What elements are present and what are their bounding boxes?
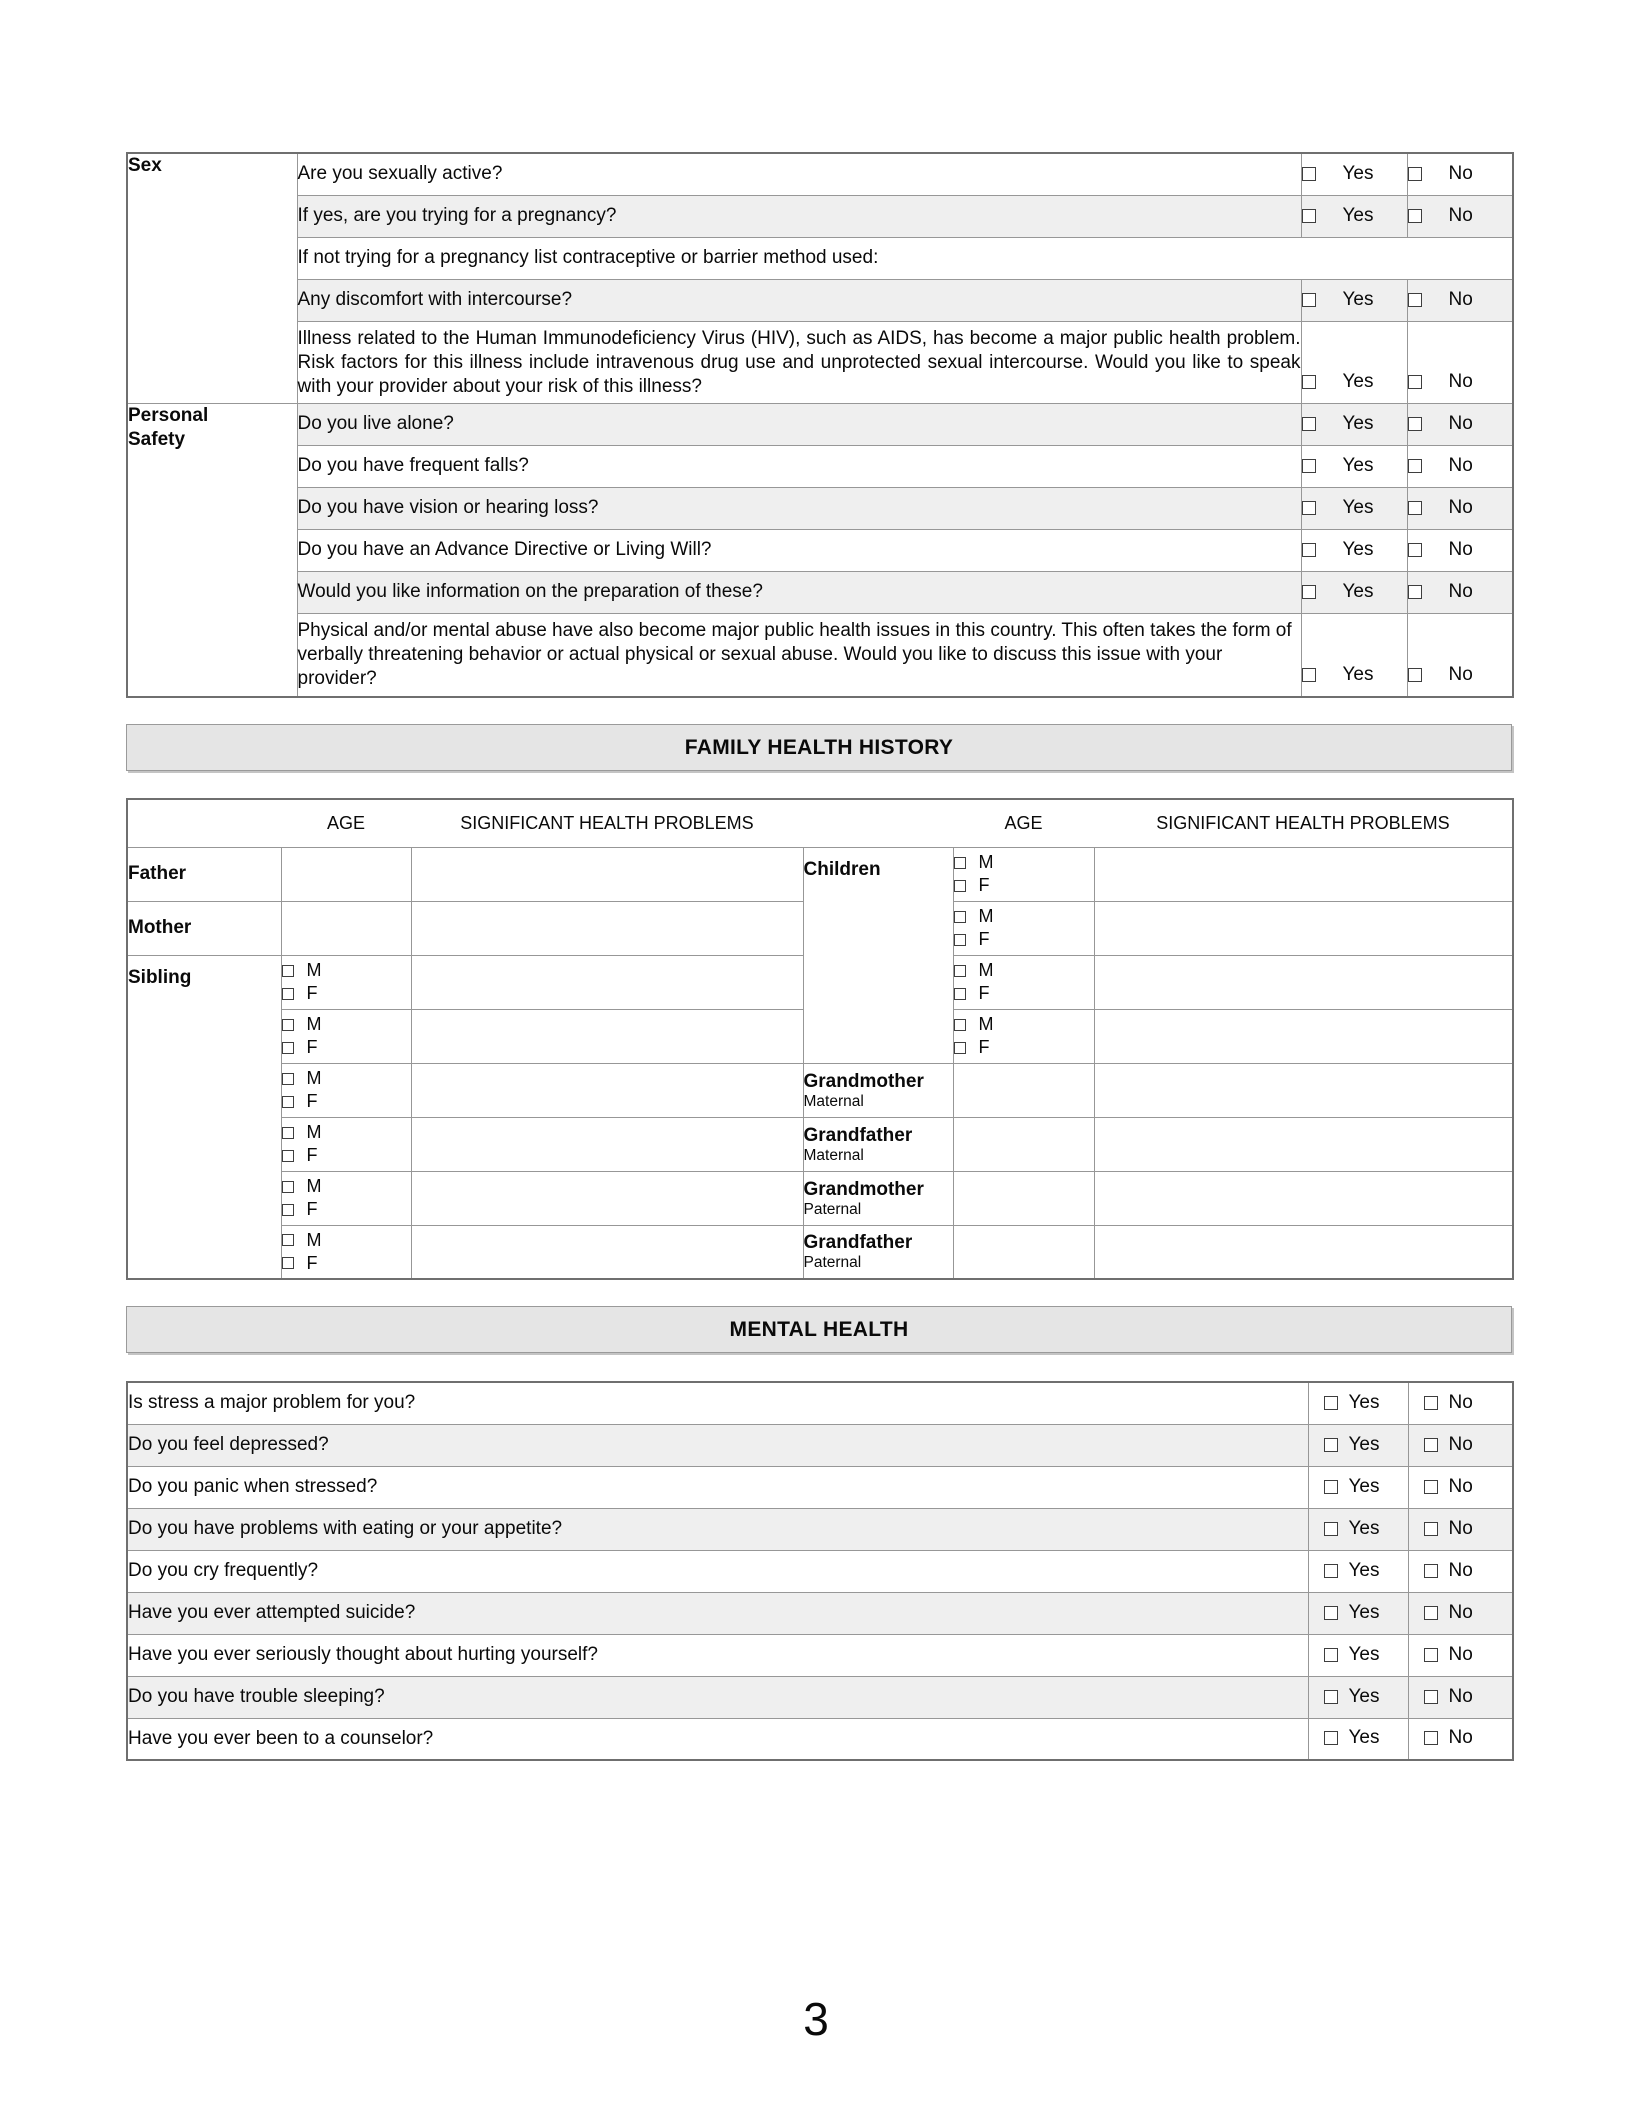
male-option bbox=[282, 1067, 411, 1090]
yes-label: Yes bbox=[1348, 1685, 1380, 1707]
female-option bbox=[282, 1144, 411, 1167]
problems-fill-in-cell[interactable] bbox=[411, 1171, 803, 1225]
section-label-text: Sex bbox=[128, 155, 162, 176]
problems-fill-in-cell[interactable] bbox=[411, 847, 803, 901]
yes-cell bbox=[1308, 1592, 1408, 1634]
yes-checkbox[interactable] bbox=[1324, 1690, 1338, 1704]
female-label: F bbox=[978, 875, 990, 895]
female-label: F bbox=[306, 1037, 318, 1057]
no-checkbox[interactable] bbox=[1408, 417, 1422, 431]
yes-cell bbox=[1301, 279, 1407, 321]
relative-name: Grandfather bbox=[803, 1232, 913, 1254]
no-cell bbox=[1407, 195, 1513, 237]
female-option bbox=[954, 982, 1094, 1005]
yes-label: Yes bbox=[1342, 412, 1374, 434]
relative-lineage: Paternal bbox=[803, 1254, 862, 1272]
female-option bbox=[954, 874, 1094, 897]
problems-fill-in-cell[interactable] bbox=[1094, 1117, 1513, 1171]
yes-cell bbox=[1301, 571, 1407, 613]
yes-label: Yes bbox=[1342, 496, 1374, 518]
female-checkbox[interactable] bbox=[282, 1257, 294, 1269]
section-title: MENTAL HEALTH bbox=[729, 1317, 909, 1341]
no-label: No bbox=[1448, 664, 1473, 685]
problems-header: SIGNIFICANT HEALTH PROBLEMS bbox=[1094, 799, 1513, 847]
male-checkbox[interactable] bbox=[954, 911, 966, 923]
relative-label-grandfather-maternal bbox=[803, 1117, 953, 1171]
male-label: M bbox=[306, 1176, 322, 1196]
no-cell bbox=[1408, 1634, 1513, 1676]
male-checkbox[interactable] bbox=[282, 1234, 294, 1246]
problems-fill-in-cell[interactable] bbox=[411, 955, 803, 1009]
yes-checkbox[interactable] bbox=[1302, 585, 1316, 599]
yes-label: Yes bbox=[1342, 454, 1374, 476]
table-row bbox=[127, 487, 1513, 529]
male-option bbox=[954, 905, 1094, 928]
table-row bbox=[127, 403, 1513, 445]
relative-label-grandmother-maternal bbox=[803, 1063, 953, 1117]
sibling-sex-cell bbox=[281, 1171, 411, 1225]
table-row bbox=[127, 1171, 1513, 1225]
question-text: Do you have trouble sleeping? bbox=[127, 1676, 1308, 1718]
no-checkbox[interactable] bbox=[1408, 375, 1422, 389]
table-row bbox=[127, 1382, 1513, 1424]
question-text-fill-in[interactable]: If not trying for a pregnancy list contraceptive or barrier method used: bbox=[297, 237, 1513, 279]
female-checkbox[interactable] bbox=[954, 988, 966, 1000]
yes-label: Yes bbox=[1342, 370, 1374, 392]
no-label: No bbox=[1448, 370, 1473, 392]
sibling-sex-cell bbox=[281, 1225, 411, 1279]
family-health-history-table bbox=[126, 798, 1514, 1280]
form-content bbox=[126, 152, 1512, 1761]
relative-name: Grandmother bbox=[803, 1178, 924, 1200]
table-row bbox=[127, 321, 1513, 403]
no-label: No bbox=[1448, 538, 1473, 560]
male-label: M bbox=[306, 1014, 322, 1034]
age-fill-in-cell[interactable] bbox=[953, 1117, 1094, 1171]
section-label-text: Personal Safety bbox=[128, 404, 209, 450]
yes-checkbox[interactable] bbox=[1324, 1731, 1338, 1745]
yes-label: Yes bbox=[1342, 538, 1374, 560]
no-label: No bbox=[1448, 1559, 1473, 1581]
question-text: Do you live alone? bbox=[297, 403, 1301, 445]
no-label: No bbox=[1448, 1601, 1473, 1623]
question-text: Any discomfort with intercourse? bbox=[297, 279, 1301, 321]
yes-checkbox[interactable] bbox=[1324, 1606, 1338, 1620]
no-label: No bbox=[1448, 496, 1473, 518]
no-cell bbox=[1407, 529, 1513, 571]
age-fill-in-cell[interactable] bbox=[281, 901, 411, 955]
no-cell bbox=[1408, 1718, 1513, 1760]
male-label: M bbox=[306, 1068, 322, 1088]
no-cell bbox=[1407, 153, 1513, 195]
age-header: AGE bbox=[281, 799, 411, 847]
no-checkbox[interactable] bbox=[1408, 668, 1422, 682]
male-checkbox[interactable] bbox=[282, 1073, 294, 1085]
problems-fill-in-cell[interactable] bbox=[411, 1117, 803, 1171]
problems-fill-in-cell[interactable] bbox=[1094, 1009, 1513, 1063]
male-option bbox=[282, 1121, 411, 1144]
header-spacer bbox=[803, 799, 953, 847]
relative-label-mother: Mother bbox=[127, 901, 281, 955]
question-text: Have you ever seriously thought about hurting yourself? bbox=[127, 1634, 1308, 1676]
male-checkbox[interactable] bbox=[954, 857, 966, 869]
no-checkbox[interactable] bbox=[1424, 1731, 1438, 1745]
no-checkbox[interactable] bbox=[1408, 543, 1422, 557]
no-label: No bbox=[1448, 1391, 1473, 1413]
problems-fill-in-cell[interactable] bbox=[1094, 955, 1513, 1009]
male-checkbox[interactable] bbox=[954, 1019, 966, 1031]
no-cell bbox=[1407, 279, 1513, 321]
yes-cell bbox=[1308, 1466, 1408, 1508]
sex-personal-safety-table bbox=[126, 152, 1514, 698]
question-text: Have you ever attempted suicide? bbox=[127, 1592, 1308, 1634]
yes-checkbox[interactable] bbox=[1302, 543, 1316, 557]
yes-label: Yes bbox=[1342, 204, 1374, 226]
no-cell bbox=[1407, 403, 1513, 445]
table-row bbox=[127, 1225, 1513, 1279]
table-header-row bbox=[127, 799, 1513, 847]
relative-name: Grandmother bbox=[803, 1070, 924, 1092]
yes-cell bbox=[1301, 403, 1407, 445]
age-fill-in-cell[interactable] bbox=[953, 1171, 1094, 1225]
male-label: M bbox=[306, 960, 322, 980]
no-checkbox[interactable] bbox=[1408, 501, 1422, 515]
no-cell bbox=[1408, 1382, 1513, 1424]
yes-cell bbox=[1308, 1634, 1408, 1676]
male-checkbox[interactable] bbox=[282, 1127, 294, 1139]
yes-checkbox[interactable] bbox=[1302, 209, 1316, 223]
table-row bbox=[127, 1508, 1513, 1550]
table-row bbox=[127, 1634, 1513, 1676]
section-title: FAMILY HEALTH HISTORY bbox=[684, 735, 954, 759]
no-cell bbox=[1407, 487, 1513, 529]
male-option bbox=[282, 959, 411, 982]
question-text: Have you ever been to a counselor? bbox=[127, 1718, 1308, 1760]
no-label: No bbox=[1448, 412, 1473, 434]
mental-health-table bbox=[126, 1381, 1514, 1761]
table-row bbox=[127, 1592, 1513, 1634]
yes-label: Yes bbox=[1348, 1559, 1380, 1581]
child-sex-cell bbox=[953, 1009, 1094, 1063]
no-label: No bbox=[1448, 1685, 1473, 1707]
table-row bbox=[127, 1063, 1513, 1117]
table-row bbox=[127, 279, 1513, 321]
yes-label: Yes bbox=[1348, 1391, 1380, 1413]
relative-label-grandfather-paternal bbox=[803, 1225, 953, 1279]
sibling-sex-cell bbox=[281, 1009, 411, 1063]
yes-cell bbox=[1301, 153, 1407, 195]
relative-lineage: Maternal bbox=[803, 1092, 864, 1110]
table-row bbox=[127, 1424, 1513, 1466]
yes-checkbox[interactable] bbox=[1324, 1564, 1338, 1578]
yes-cell bbox=[1301, 445, 1407, 487]
yes-label: Yes bbox=[1348, 1433, 1380, 1455]
female-label: F bbox=[978, 983, 990, 1003]
female-option bbox=[282, 1198, 411, 1221]
question-text: Do you panic when stressed? bbox=[127, 1466, 1308, 1508]
table-row bbox=[127, 1718, 1513, 1760]
question-text: Would you like information on the preparation of these? bbox=[297, 571, 1301, 613]
female-label: F bbox=[978, 929, 990, 949]
yes-cell bbox=[1308, 1424, 1408, 1466]
no-cell bbox=[1408, 1676, 1513, 1718]
table-row bbox=[127, 1550, 1513, 1592]
yes-checkbox[interactable] bbox=[1324, 1522, 1338, 1536]
problems-fill-in-cell[interactable] bbox=[1094, 1171, 1513, 1225]
no-label: No bbox=[1448, 1475, 1473, 1497]
female-checkbox[interactable] bbox=[282, 1096, 294, 1108]
child-sex-cell bbox=[953, 901, 1094, 955]
yes-cell bbox=[1301, 195, 1407, 237]
age-header: AGE bbox=[953, 799, 1094, 847]
table-row bbox=[127, 529, 1513, 571]
female-checkbox[interactable] bbox=[954, 1042, 966, 1054]
yes-cell bbox=[1301, 529, 1407, 571]
female-option bbox=[282, 1090, 411, 1113]
relative-label-father: Father bbox=[127, 847, 281, 901]
no-label: No bbox=[1448, 1517, 1473, 1539]
table-row bbox=[127, 1466, 1513, 1508]
age-fill-in-cell[interactable] bbox=[953, 1225, 1094, 1279]
yes-cell bbox=[1301, 487, 1407, 529]
male-label: M bbox=[306, 1229, 322, 1250]
child-sex-cell bbox=[953, 847, 1094, 901]
yes-cell bbox=[1308, 1508, 1408, 1550]
male-checkbox[interactable] bbox=[282, 1019, 294, 1031]
question-text: Are you sexually active? bbox=[297, 153, 1301, 195]
yes-checkbox[interactable] bbox=[1302, 501, 1316, 515]
yes-label: Yes bbox=[1342, 288, 1374, 310]
yes-label: Yes bbox=[1348, 1601, 1380, 1623]
female-label: F bbox=[978, 1037, 990, 1057]
female-option bbox=[282, 1036, 411, 1059]
no-label: No bbox=[1448, 204, 1473, 226]
sibling-sex-cell bbox=[281, 1117, 411, 1171]
no-label: No bbox=[1448, 1433, 1473, 1455]
yes-label: Yes bbox=[1348, 1517, 1380, 1539]
no-label: No bbox=[1448, 162, 1473, 184]
yes-checkbox[interactable] bbox=[1302, 375, 1316, 389]
yes-checkbox[interactable] bbox=[1324, 1480, 1338, 1494]
problems-fill-in-cell[interactable] bbox=[1094, 1063, 1513, 1117]
no-checkbox[interactable] bbox=[1408, 293, 1422, 307]
table-row bbox=[127, 237, 1513, 279]
relative-label-grandmother-paternal bbox=[803, 1171, 953, 1225]
male-checkbox[interactable] bbox=[282, 1181, 294, 1193]
child-sex-cell bbox=[953, 955, 1094, 1009]
page-number: 3 bbox=[803, 1993, 829, 2045]
male-label: M bbox=[978, 906, 994, 926]
table-row bbox=[127, 1117, 1513, 1171]
female-label: F bbox=[306, 1091, 318, 1111]
no-checkbox[interactable] bbox=[1424, 1438, 1438, 1452]
section-label-personal-safety bbox=[127, 403, 297, 697]
yes-checkbox[interactable] bbox=[1324, 1648, 1338, 1662]
table-row bbox=[127, 445, 1513, 487]
sibling-sex-cell bbox=[281, 955, 411, 1009]
sibling-sex-cell bbox=[281, 1063, 411, 1117]
female-option bbox=[954, 928, 1094, 951]
no-checkbox[interactable] bbox=[1424, 1606, 1438, 1620]
no-cell bbox=[1407, 571, 1513, 613]
age-fill-in-cell[interactable] bbox=[281, 847, 411, 901]
problems-fill-in-cell[interactable] bbox=[1094, 901, 1513, 955]
no-cell bbox=[1407, 445, 1513, 487]
male-option bbox=[954, 851, 1094, 874]
table-row bbox=[127, 153, 1513, 195]
problems-fill-in-cell[interactable] bbox=[411, 1225, 803, 1279]
problems-header: SIGNIFICANT HEALTH PROBLEMS bbox=[411, 799, 803, 847]
relative-label-sibling: Sibling bbox=[127, 955, 281, 1279]
question-text: Do you have an Advance Directive or Living Will? bbox=[297, 529, 1301, 571]
yes-label: Yes bbox=[1342, 162, 1374, 184]
yes-checkbox[interactable] bbox=[1302, 459, 1316, 473]
female-checkbox[interactable] bbox=[282, 1150, 294, 1162]
section-label-sex bbox=[127, 153, 297, 403]
age-fill-in-cell[interactable] bbox=[953, 1063, 1094, 1117]
problems-fill-in-cell[interactable] bbox=[411, 1063, 803, 1117]
female-option bbox=[282, 982, 411, 1005]
problems-fill-in-cell[interactable] bbox=[1094, 847, 1513, 901]
no-checkbox[interactable] bbox=[1408, 167, 1422, 181]
no-label: No bbox=[1448, 1727, 1473, 1749]
yes-cell bbox=[1308, 1718, 1408, 1760]
male-label: M bbox=[978, 852, 994, 872]
female-label: F bbox=[306, 1199, 318, 1219]
no-checkbox[interactable] bbox=[1408, 459, 1422, 473]
no-checkbox[interactable] bbox=[1408, 585, 1422, 599]
female-label: F bbox=[306, 1145, 318, 1165]
female-checkbox[interactable] bbox=[282, 1204, 294, 1216]
no-cell bbox=[1408, 1508, 1513, 1550]
no-checkbox[interactable] bbox=[1424, 1480, 1438, 1494]
yes-label: Yes bbox=[1342, 580, 1374, 602]
yes-label: Yes bbox=[1342, 664, 1374, 685]
relative-label-children: Children bbox=[803, 847, 953, 1063]
no-checkbox[interactable] bbox=[1408, 209, 1422, 223]
no-label: No bbox=[1448, 1643, 1473, 1665]
male-label: M bbox=[306, 1122, 322, 1142]
question-text: Physical and/or mental abuse have also become major public health issues in this country. This often takes the form of verbally threatening behavior or actual physical or sexual abuse. Would you like to discuss this issue with your provider? bbox=[297, 613, 1301, 697]
male-checkbox[interactable] bbox=[954, 965, 966, 977]
problems-fill-in-cell[interactable] bbox=[411, 901, 803, 955]
yes-cell bbox=[1308, 1676, 1408, 1718]
yes-cell bbox=[1308, 1382, 1408, 1424]
female-label: F bbox=[306, 1252, 318, 1273]
relative-lineage: Paternal bbox=[803, 1200, 862, 1218]
female-checkbox[interactable] bbox=[282, 988, 294, 1000]
problems-fill-in-cell[interactable] bbox=[411, 1009, 803, 1063]
male-option bbox=[282, 1013, 411, 1036]
male-option bbox=[954, 1013, 1094, 1036]
yes-checkbox[interactable] bbox=[1302, 417, 1316, 431]
question-text: Do you have frequent falls? bbox=[297, 445, 1301, 487]
yes-label: Yes bbox=[1348, 1643, 1380, 1665]
no-cell bbox=[1408, 1424, 1513, 1466]
no-checkbox[interactable] bbox=[1424, 1690, 1438, 1704]
relative-name: Grandfather bbox=[803, 1124, 913, 1146]
question-text: Do you feel depressed? bbox=[127, 1424, 1308, 1466]
no-label: No bbox=[1448, 454, 1473, 476]
yes-label: Yes bbox=[1348, 1727, 1380, 1749]
no-cell bbox=[1408, 1592, 1513, 1634]
no-checkbox[interactable] bbox=[1424, 1564, 1438, 1578]
female-option bbox=[954, 1036, 1094, 1059]
male-option bbox=[282, 1229, 411, 1252]
no-checkbox[interactable] bbox=[1424, 1396, 1438, 1410]
question-text: Is stress a major problem for you? bbox=[127, 1382, 1308, 1424]
male-checkbox[interactable] bbox=[282, 965, 294, 977]
no-label: No bbox=[1448, 580, 1473, 602]
no-cell bbox=[1407, 613, 1513, 697]
yes-cell bbox=[1301, 321, 1407, 403]
problems-fill-in-cell[interactable] bbox=[1094, 1225, 1513, 1279]
male-label: M bbox=[978, 1014, 994, 1034]
female-checkbox[interactable] bbox=[954, 934, 966, 946]
no-cell bbox=[1408, 1550, 1513, 1592]
question-text: Illness related to the Human Immunodeficiency Virus (HIV), such as AIDS, has become a major public health problem. Risk factors for this illness include intravenous drug use and unprotected sexual intercourse. Would you like to speak with your provider about your risk of this illness? bbox=[297, 321, 1301, 403]
yes-checkbox[interactable] bbox=[1302, 293, 1316, 307]
family-health-history-header bbox=[126, 724, 1512, 771]
yes-checkbox[interactable] bbox=[1302, 167, 1316, 181]
female-option bbox=[282, 1252, 411, 1275]
male-option bbox=[954, 959, 1094, 982]
male-label: M bbox=[978, 960, 994, 980]
question-text: Do you cry frequently? bbox=[127, 1550, 1308, 1592]
yes-checkbox[interactable] bbox=[1324, 1396, 1338, 1410]
no-cell bbox=[1408, 1466, 1513, 1508]
relative-lineage: Maternal bbox=[803, 1146, 864, 1164]
table-row bbox=[127, 571, 1513, 613]
question-text: Do you have problems with eating or your appetite? bbox=[127, 1508, 1308, 1550]
table-row bbox=[127, 613, 1513, 697]
header-spacer bbox=[127, 799, 281, 847]
question-text: If yes, are you trying for a pregnancy? bbox=[297, 195, 1301, 237]
no-label: No bbox=[1448, 288, 1473, 310]
yes-checkbox[interactable] bbox=[1324, 1438, 1338, 1452]
yes-cell bbox=[1308, 1550, 1408, 1592]
mental-health-header bbox=[126, 1306, 1512, 1353]
table-row bbox=[127, 847, 1513, 901]
yes-checkbox[interactable] bbox=[1302, 668, 1316, 682]
question-text: Do you have vision or hearing loss? bbox=[297, 487, 1301, 529]
yes-cell bbox=[1301, 613, 1407, 697]
yes-label: Yes bbox=[1348, 1475, 1380, 1497]
table-row bbox=[127, 1676, 1513, 1718]
table-row bbox=[127, 195, 1513, 237]
male-option bbox=[282, 1175, 411, 1198]
no-checkbox[interactable] bbox=[1424, 1522, 1438, 1536]
female-label: F bbox=[306, 983, 318, 1003]
female-checkbox[interactable] bbox=[282, 1042, 294, 1054]
female-checkbox[interactable] bbox=[954, 880, 966, 892]
no-checkbox[interactable] bbox=[1424, 1648, 1438, 1662]
no-cell bbox=[1407, 321, 1513, 403]
